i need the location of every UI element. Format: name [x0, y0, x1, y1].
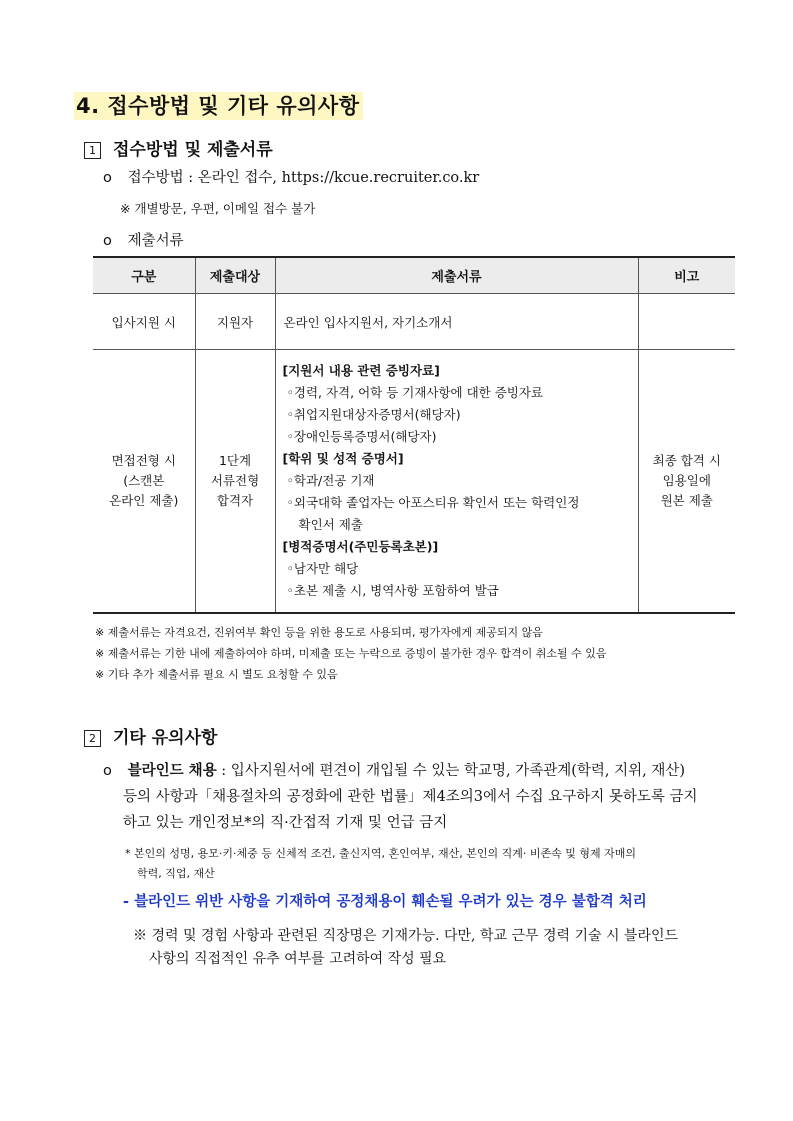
table-row — [93, 294, 735, 350]
section-number-box: 1 — [84, 142, 101, 159]
section-number-box: 2 — [84, 730, 101, 747]
header-target: 제출대상 — [195, 257, 275, 294]
method-note: ※ 개별방문, 우편, 이메일 접수 불가 — [120, 201, 316, 216]
docs-item: ◦경력, 자격, 어학 등 기재사항에 대한 증빙자료 — [286, 385, 544, 400]
section-2-title-text: 기타 유의사항 — [113, 728, 218, 748]
blind-line-3: 하고 있는 개인정보*의 직·간접적 기재 및 언급 금지 — [123, 815, 448, 831]
bullet-mark: o — [103, 170, 112, 186]
blind-text: : 입사지원서에 편견이 개입될 수 있는 학교명, 가족관계(학력, 지위, 재산) — [216, 763, 686, 779]
docs-item: ◦남자만 해당 — [286, 561, 359, 576]
docs-item: 확인서 제출 — [298, 517, 363, 532]
table-row — [93, 350, 735, 614]
docs-item: ◦학과/전공 기재 — [286, 473, 375, 488]
method-line — [103, 166, 479, 187]
header-docs: 제출서류 — [275, 257, 638, 294]
docs-item: ◦장애인등록증명서(해당자) — [286, 429, 437, 444]
cell-category — [93, 350, 195, 614]
cell-target — [195, 350, 275, 614]
section-1-title-text: 접수방법 및 제출서류 — [113, 140, 273, 160]
warning-line: - 블라인드 위반 사항을 기재하여 공정채용이 훼손될 우려가 있는 경우 불합격 처리 — [123, 894, 647, 910]
cell-line: 온라인 제출) — [109, 493, 179, 508]
header-category: 구분 — [93, 257, 195, 294]
section-2-title — [84, 727, 217, 749]
cell-line: (스캔본 — [123, 473, 165, 488]
table-note: ※ 제출서류는 기한 내에 제출하여야 하며, 미제출 또는 누락으로 증빙이 불가한 경우 합격이 취소될 수 있음 — [95, 647, 607, 660]
cell-remark — [638, 294, 735, 350]
cell-line: 1단계 — [218, 453, 252, 468]
method-label: 접수방법 : 온라인 접수, — [127, 170, 277, 186]
docs-item: ◦취업지원대상자증명서(해당자) — [286, 407, 461, 422]
footnote-line-1: * 본인의 성명, 용모·키·체중 등 신체적 조건, 출신지역, 혼인여부, 재산, 본인의 직계· 비존속 및 형제 자매의 — [125, 847, 636, 860]
docs-group-heading: [학위 및 성적 증명서] — [282, 451, 404, 466]
cell-line: 서류전형 — [210, 473, 260, 488]
cell-line: 합격자 — [216, 493, 254, 508]
cell-docs — [275, 350, 638, 614]
page-title: 4. 접수방법 및 기타 유의사항 — [74, 92, 363, 120]
docs-list — [276, 360, 638, 602]
blind-line-2: 등의 사항과「채용절차의 공정화에 관한 법률」제4조의3에서 수집 요구하지 못하도록 금지 — [123, 789, 698, 805]
blind-line-1 — [103, 759, 685, 780]
documents-table — [93, 256, 735, 614]
docs-item: ◦초본 제출 시, 병역사항 포함하여 발급 — [286, 583, 499, 598]
cell-line: 원본 제출 — [660, 493, 713, 508]
reference-line-2: 사항의 직접적인 유추 여부를 고려하여 작성 필요 — [149, 951, 447, 967]
docs-group-heading: [지원서 내용 관련 증빙자료] — [282, 363, 440, 378]
cell-line: 면접전형 시 — [111, 453, 176, 468]
docs-line — [103, 229, 184, 250]
cell-docs: 온라인 입사지원서, 자기소개서 — [275, 294, 638, 350]
cell-line: 임용일에 — [662, 473, 711, 488]
cell-target: 지원자 — [195, 294, 275, 350]
method-url: https://kcue.recruiter.co.kr — [281, 170, 480, 186]
table-note: ※ 제출서류는 자격요건, 진위여부 확인 등을 위한 용도로 사용되며, 평가자에게 제공되지 않음 — [95, 626, 543, 639]
cell-category: 입사지원 시 — [93, 294, 195, 350]
header-remark: 비고 — [638, 257, 735, 294]
blind-label: 블라인드 채용 — [127, 763, 217, 779]
bullet-mark: o — [103, 763, 112, 779]
cell-line: 최종 합격 시 — [652, 453, 721, 468]
table-note: ※ 기타 추가 제출서류 필요 시 별도 요청할 수 있음 — [95, 668, 338, 681]
docs-group-heading: [병적증명서(주민등록초본)] — [282, 539, 439, 554]
section-1-title — [84, 139, 273, 161]
table-header-row — [93, 257, 735, 294]
docs-item: ◦외국대학 졸업자는 아포스티유 확인서 또는 학력인정 — [286, 495, 580, 510]
footnote-line-2: 학력, 직업, 재산 — [137, 867, 215, 880]
docs-label: 제출서류 — [127, 233, 184, 249]
cell-remark — [638, 350, 735, 614]
bullet-mark: o — [103, 233, 112, 249]
reference-line-1: ※ 경력 및 경험 사항과 관련된 직장명은 기재가능. 다만, 학교 근무 경력 기술 시 블라인드 — [133, 928, 679, 944]
